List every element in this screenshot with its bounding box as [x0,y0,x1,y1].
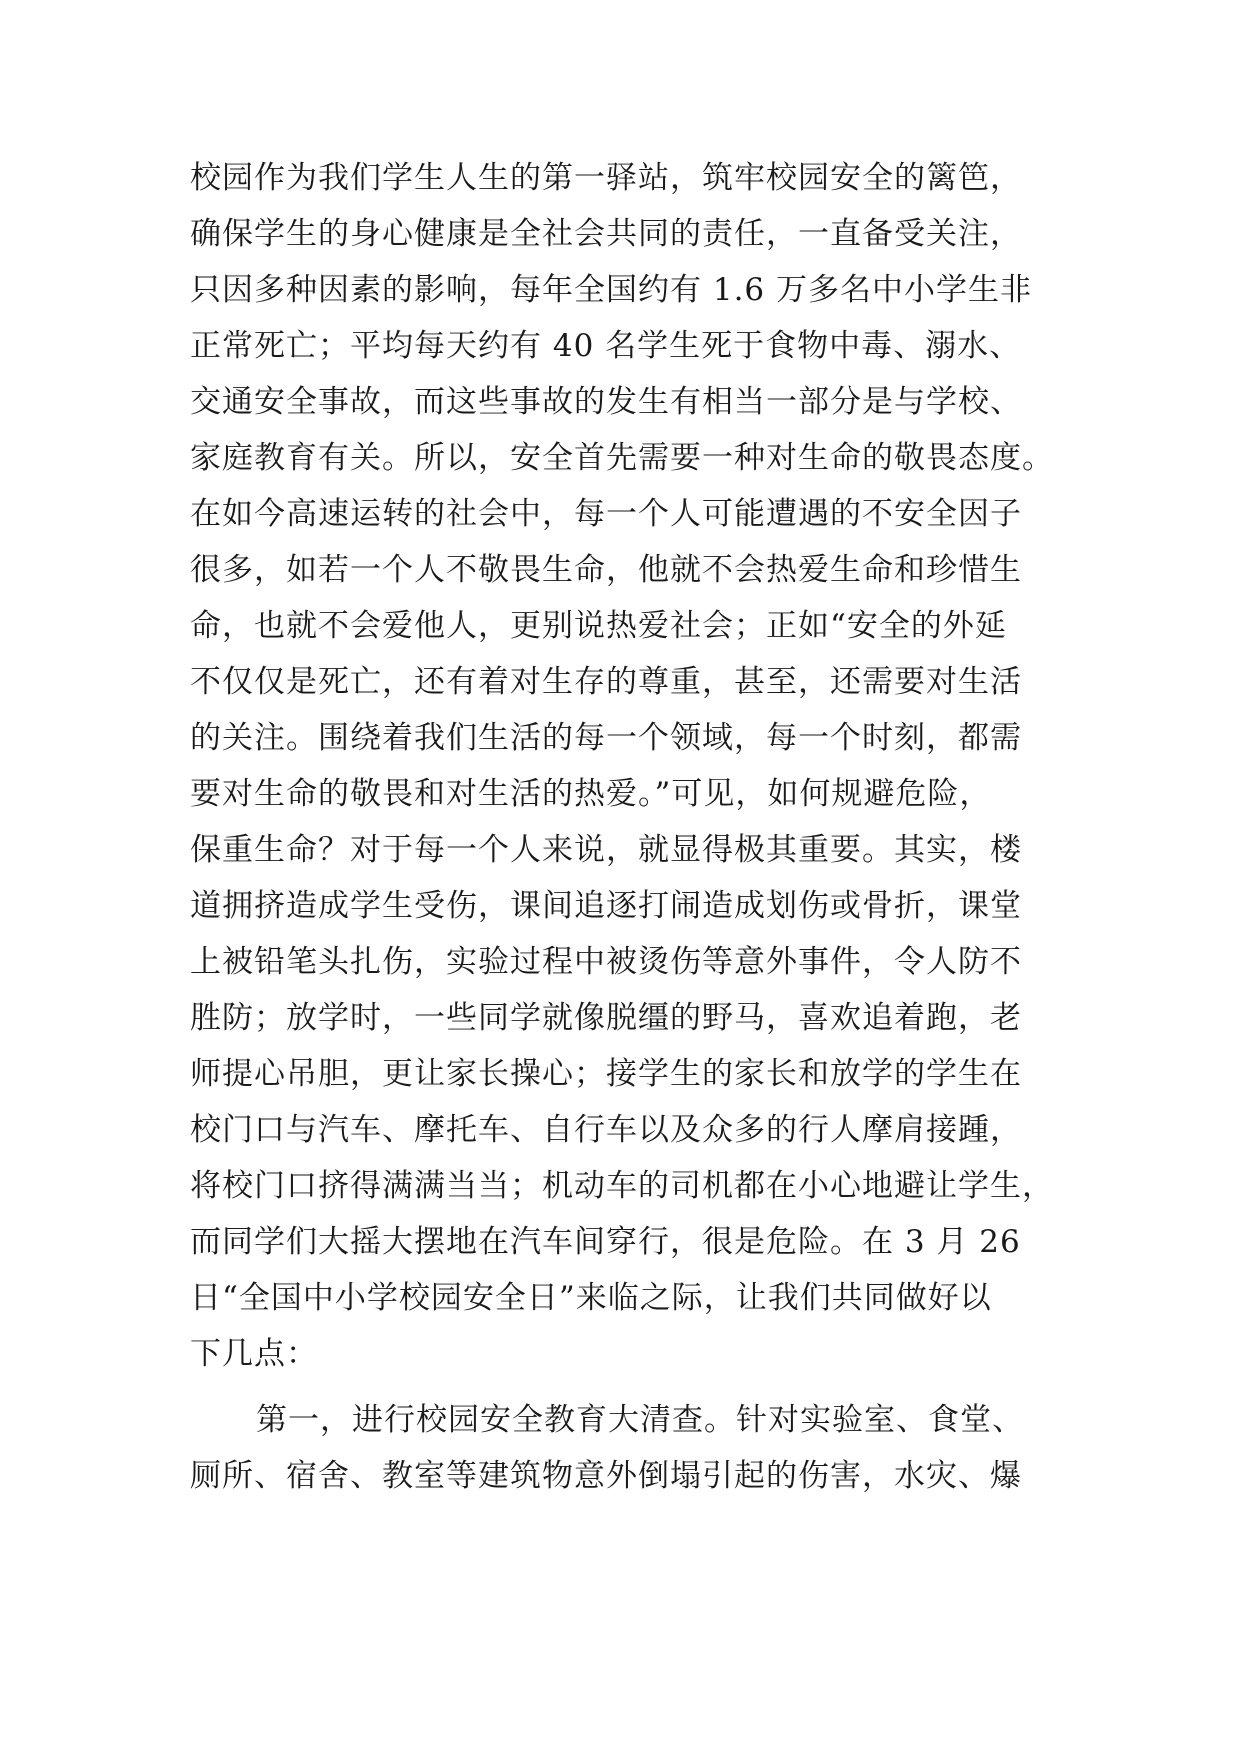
text-line: 确保学生的身心健康是全社会共同的责任，一直备受关注， [190,216,1022,252]
text-line: 的关注。围绕着我们生活的每一个领域，每一个时刻，都需 [190,720,1022,756]
text-line: 校园作为我们学生人生的第一驿站，筑牢校园安全的篱笆， [190,160,1022,196]
text-line: 保重生命？对于每一个人来说，就显得极其重要。其实，楼 [190,832,1022,868]
text-line: 厕所、宿舍、教室等建筑物意外倒塌引起的伤害，水灾、爆 [190,1458,1022,1494]
text-line: 校门口与汽车、摩托车、自行车以及众多的行人摩肩接踵， [190,1112,1022,1148]
text-line: 而同学们大摇大摆地在汽车间穿行，很是危险。在 3 月 26 [190,1224,1021,1260]
paragraph-2 [190,1392,1090,1504]
text-line: 要对生命的敬畏和对生活的热爱。”可见，如何规避危险， [190,776,992,812]
text-line: 不仅仅是死亡，还有着对生存的尊重，甚至，还需要对生活 [190,664,1022,700]
paragraph-1 [190,150,1090,1382]
text-line: 道拥挤造成学生受伤，课间追逐打闹造成划伤或骨折，课堂 [190,888,1022,924]
text-line: 胜防；放学时，一些同学就像脱缰的野马，喜欢追着跑，老 [190,1000,1022,1036]
text-line: 在如今高速运转的社会中，每一个人可能遭遇的不安全因子 [190,496,1022,532]
text-line: 日“全国中小学校园安全日”来临之际，让我们共同做好以 [190,1280,992,1316]
text-line: 交通安全事故，而这些事故的发生有相当一部分是与学校、 [190,384,1022,420]
text-line: 下几点： [190,1336,318,1372]
text-line: 第一，进行校园安全教育大清查。针对实验室、食堂、 [256,1402,1024,1438]
text-line: 只因多种因素的影响，每年全国约有 1.6 万多名中小学生非 [190,272,1033,308]
text-line: 师提心吊胆，更让家长操心；接学生的家长和放学的学生在 [190,1056,1022,1092]
text-line: 上被铅笔头扎伤，实验过程中被烫伤等意外事件，令人防不 [190,944,1022,980]
text-line: 将校门口挤得满满当当；机动车的司机都在小心地避让学生， [190,1168,1054,1204]
text-line: 家庭教育有关。所以，安全首先需要一种对生命的敬畏态度。 [190,440,1054,476]
text-line: 很多，如若一个人不敬畏生命，他就不会热爱生命和珍惜生 [190,552,1022,588]
body-text [190,150,1090,1504]
text-line: 命，也就不会爱他人，更别说热爱社会；正如“安全的外延 [190,608,1007,644]
text-line: 正常死亡；平均每天约有 40 名学生死于食物中毒、溺水、 [190,328,1022,364]
